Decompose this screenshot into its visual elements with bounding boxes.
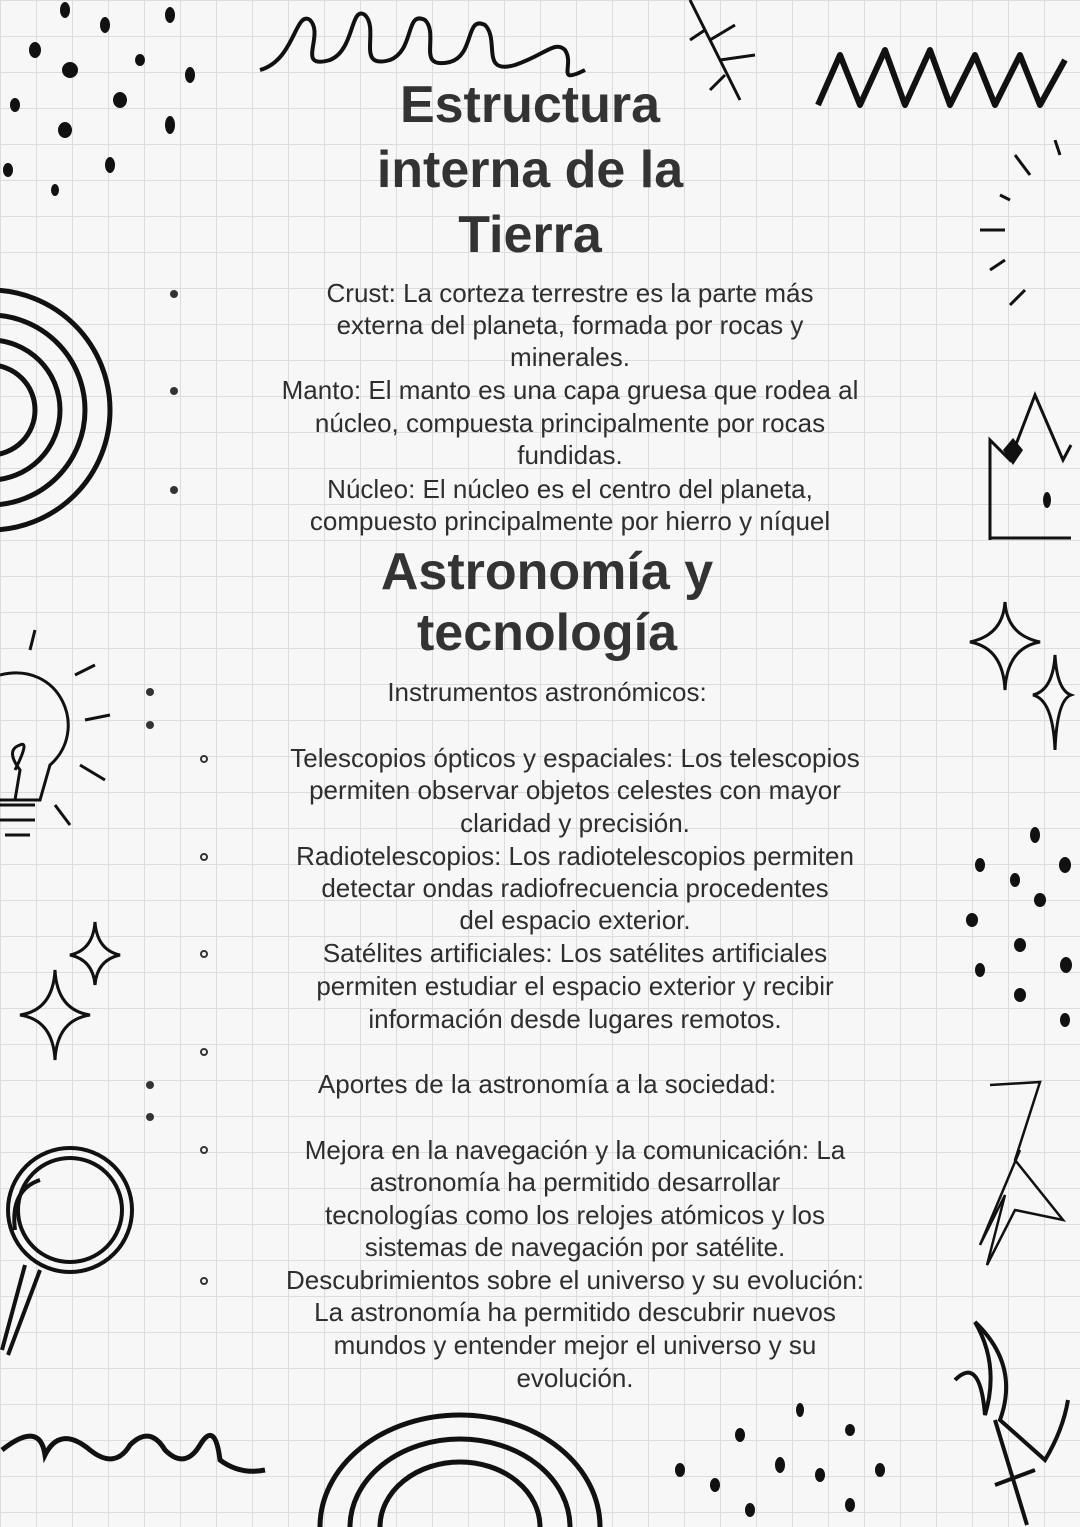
dots-pattern-icon bbox=[960, 825, 1075, 1030]
bullet bbox=[170, 387, 178, 395]
list-item-radiotelescopes: Radiotelescopios: Los radiotelescopios permiten bbox=[296, 841, 854, 871]
list-item-nucleo: Núcleo: El núcleo es el centro del planeta, bbox=[327, 474, 813, 504]
section-title: tecnología bbox=[416, 604, 678, 662]
list-item-crust: Crust: La corteza terrestre es la parte más bbox=[326, 278, 814, 308]
list-item-telescopes: permiten observar objetos celestes con mayor bbox=[309, 775, 841, 805]
list-item-discoveries: mundos y entender mejor el universo y su bbox=[333, 1330, 817, 1360]
bullet bbox=[170, 290, 178, 298]
list-item-manto: núcleo, compuesta principalmente por rocas bbox=[314, 408, 826, 438]
sub-bullet bbox=[200, 950, 208, 958]
sub-bullet bbox=[200, 853, 208, 861]
bullet bbox=[146, 688, 154, 696]
list-item-crust: externa del planeta, formada por rocas y bbox=[336, 310, 804, 340]
section-title: Tierra bbox=[458, 206, 602, 264]
crown-icon bbox=[985, 390, 1075, 542]
wave-icon bbox=[0, 1420, 270, 1480]
magnifying-glass-icon bbox=[0, 1135, 150, 1357]
list-item-navigation: sistemas de navegación por satélite. bbox=[364, 1232, 786, 1262]
list-item-discoveries: evolución. bbox=[516, 1363, 634, 1393]
lightning-icon bbox=[975, 1080, 1070, 1267]
section-title: Astronomía y bbox=[380, 543, 714, 601]
list-item-navigation: tecnologías como los relojes atómicos y los bbox=[324, 1200, 825, 1230]
bullet bbox=[146, 1081, 154, 1089]
list-item-manto: Manto: El manto es una capa gruesa que rodea al bbox=[281, 375, 859, 405]
list-item-crust: minerales. bbox=[510, 342, 630, 372]
section-title: interna de la bbox=[376, 141, 684, 199]
sparkle-icon bbox=[965, 600, 1075, 752]
dots-pattern-icon bbox=[0, 0, 220, 200]
rainbow-circles-icon bbox=[0, 260, 120, 560]
list-item-radiotelescopes: detectar ondas radiofrecuencia procedentes bbox=[321, 873, 829, 903]
zigzag-icon bbox=[815, 30, 1075, 110]
rainbow-arch-icon bbox=[310, 1410, 610, 1527]
list-item-nucleo: compuesto principalmente por hierro y níquel bbox=[309, 506, 831, 536]
list-item-navigation: Mejora en la navegación y la comunicación: La bbox=[304, 1135, 846, 1165]
dots-pattern-icon bbox=[670, 1400, 900, 1527]
list-item-telescopes: Telescopios ópticos y espaciales: Los telescopios bbox=[290, 743, 860, 773]
sparkle-icon bbox=[15, 920, 125, 1070]
sun-rays-icon bbox=[980, 140, 1075, 320]
bullet bbox=[146, 1113, 154, 1121]
sub-bullet bbox=[200, 1277, 208, 1285]
list-item-discoveries: La astronomía ha permitido descubrir nuevos bbox=[314, 1297, 836, 1327]
list-item-discoveries: Descubrimientos sobre el universo y su evolución: bbox=[285, 1265, 865, 1295]
sub-bullet bbox=[200, 1146, 208, 1154]
lightbulb-icon bbox=[0, 620, 120, 850]
list-item-radiotelescopes: del espacio exterior. bbox=[459, 905, 691, 935]
list-item-navigation: astronomía ha permitido desarrollar bbox=[369, 1167, 781, 1197]
leaf-branch-icon bbox=[935, 1320, 1075, 1527]
list-item-satellites: información desde lugares remotos. bbox=[368, 1004, 782, 1034]
section-title: Estructura bbox=[399, 76, 661, 134]
list-item-manto: fundidas. bbox=[517, 440, 623, 470]
list-item-satellites: Satélites artificiales: Los satélites artificiales bbox=[322, 938, 828, 968]
list-item-satellites: permiten estudiar el espacio exterior y recibir bbox=[316, 971, 834, 1001]
instruments-heading: Instrumentos astronómicos: bbox=[387, 677, 707, 707]
list-item-telescopes: claridad y precisión. bbox=[460, 808, 690, 838]
sub-bullet bbox=[200, 755, 208, 763]
sub-bullet bbox=[200, 1048, 208, 1056]
bullet bbox=[146, 721, 154, 729]
bullet bbox=[170, 486, 178, 494]
contributions-heading: Aportes de la astronomía a la sociedad: bbox=[317, 1069, 777, 1099]
